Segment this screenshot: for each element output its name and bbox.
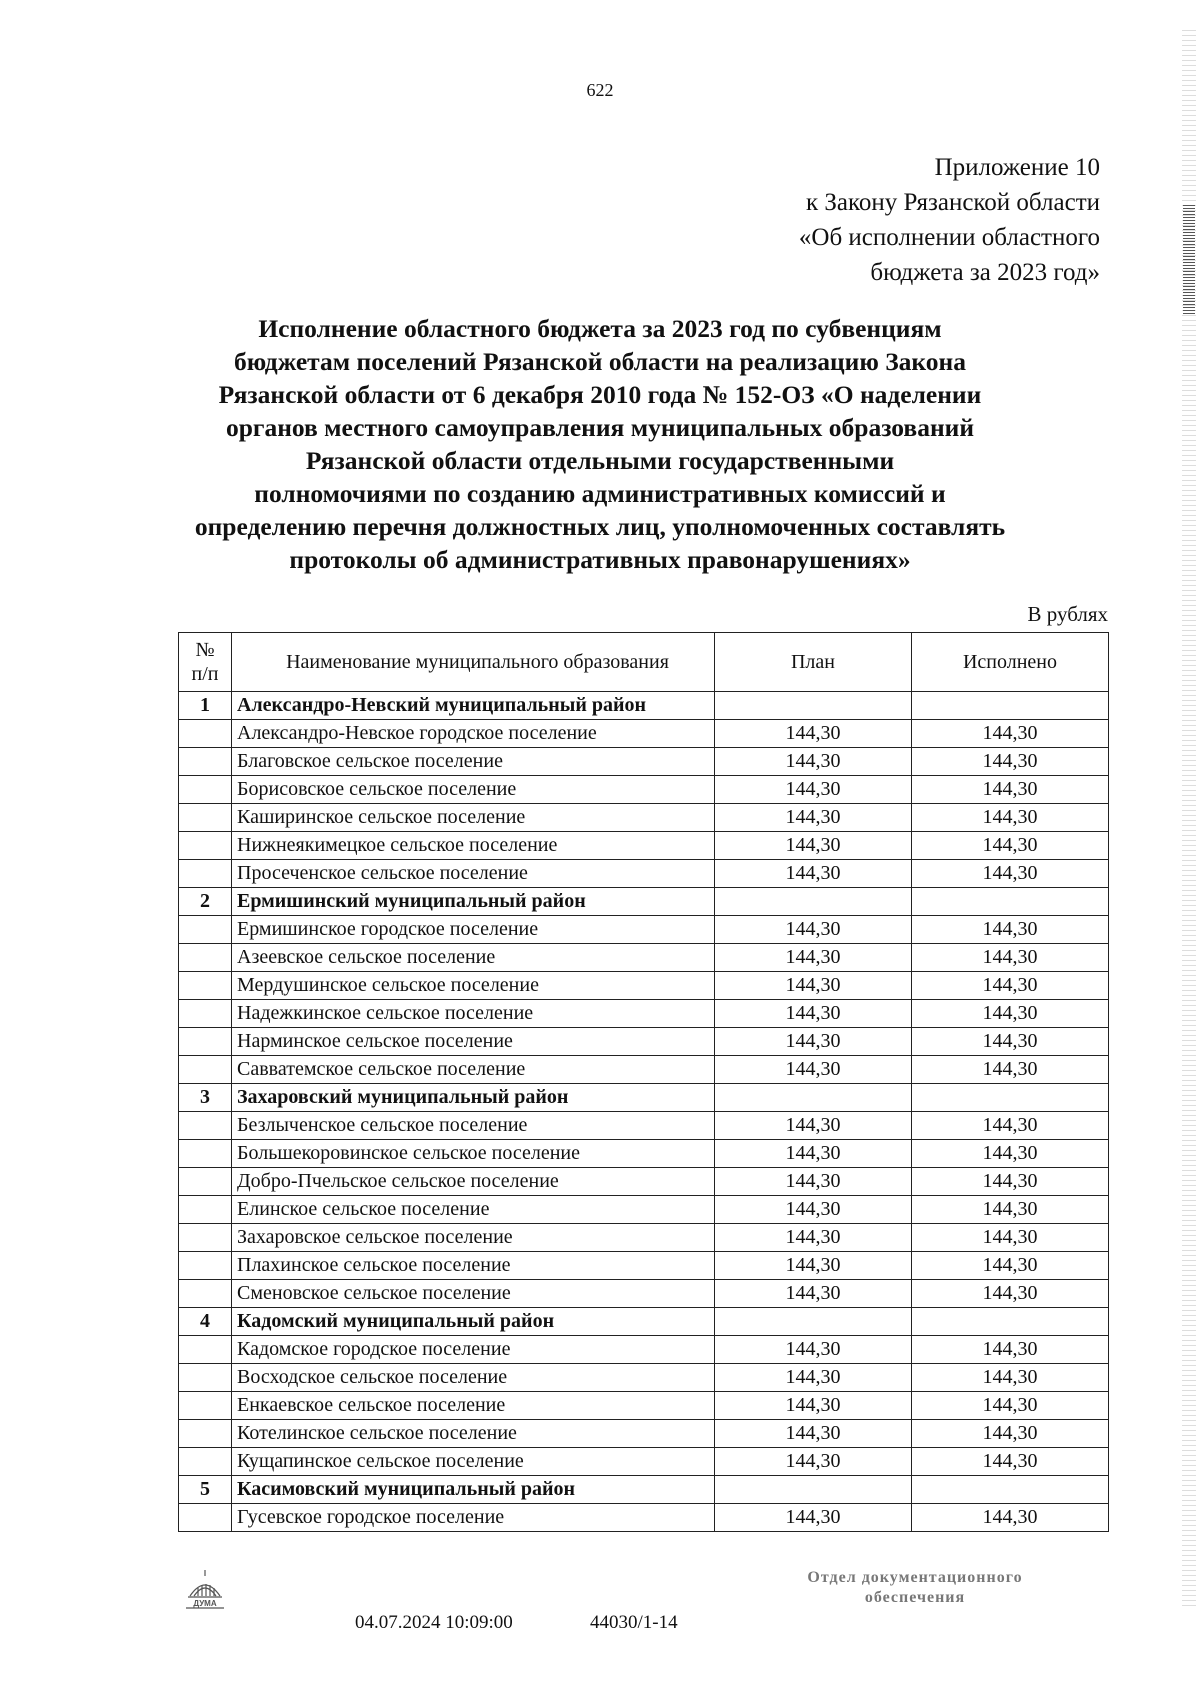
header-number-abbr: п/п bbox=[191, 663, 219, 685]
plan-value-cell: 144,30 bbox=[715, 1280, 912, 1308]
executed-value-cell: 144,30 bbox=[912, 972, 1109, 1000]
row-number-cell bbox=[179, 832, 232, 860]
title-line: бюджетам поселений Рязанской области на реализацию Закона bbox=[234, 347, 966, 376]
plan-value-cell bbox=[715, 1084, 912, 1112]
scan-edge-barcode bbox=[1183, 205, 1195, 315]
executed-value-cell: 144,30 bbox=[912, 1448, 1109, 1476]
table-row bbox=[179, 1196, 1109, 1224]
executed-value-cell: 144,30 bbox=[912, 916, 1109, 944]
municipality-name-cell: Савватемское сельское поселение bbox=[232, 1056, 715, 1084]
table-row bbox=[179, 1280, 1109, 1308]
executed-value-cell: 144,30 bbox=[912, 1140, 1109, 1168]
plan-value-cell: 144,30 bbox=[715, 1364, 912, 1392]
plan-value-cell: 144,30 bbox=[715, 776, 912, 804]
row-number-cell bbox=[179, 1364, 232, 1392]
row-number-cell bbox=[179, 804, 232, 832]
plan-value-cell: 144,30 bbox=[715, 1420, 912, 1448]
executed-value-cell: 144,30 bbox=[912, 1280, 1109, 1308]
plan-value-cell: 144,30 bbox=[715, 1448, 912, 1476]
municipality-name-cell: Ермишинский муниципальный район bbox=[232, 888, 715, 916]
plan-value-cell: 144,30 bbox=[715, 1140, 912, 1168]
plan-value-cell: 144,30 bbox=[715, 748, 912, 776]
plan-value-cell: 144,30 bbox=[715, 832, 912, 860]
row-number-cell bbox=[179, 1112, 232, 1140]
municipality-name-cell: Захаровский муниципальный район bbox=[232, 1084, 715, 1112]
district-row bbox=[179, 1476, 1109, 1504]
table-row bbox=[179, 1252, 1109, 1280]
executed-value-cell: 144,30 bbox=[912, 1224, 1109, 1252]
plan-value-cell bbox=[715, 1476, 912, 1504]
row-number-cell: 3 bbox=[179, 1084, 232, 1112]
budget-table bbox=[178, 632, 1109, 1532]
footer-document-code: 44030/1-14 bbox=[590, 1612, 678, 1633]
plan-value-cell: 144,30 bbox=[715, 1252, 912, 1280]
row-number-cell bbox=[179, 1504, 232, 1532]
table-row bbox=[179, 916, 1109, 944]
table-row bbox=[179, 776, 1109, 804]
municipality-name-cell: Каширинское сельское поселение bbox=[232, 804, 715, 832]
table-row bbox=[179, 860, 1109, 888]
executed-value-cell: 144,30 bbox=[912, 1028, 1109, 1056]
header-number bbox=[179, 633, 232, 692]
table-row bbox=[179, 1000, 1109, 1028]
row-number-cell bbox=[179, 1056, 232, 1084]
table-row bbox=[179, 1448, 1109, 1476]
row-number-cell bbox=[179, 1224, 232, 1252]
district-row bbox=[179, 1084, 1109, 1112]
table-row bbox=[179, 1392, 1109, 1420]
municipality-name-cell: Борисовское сельское поселение bbox=[232, 776, 715, 804]
row-number-cell: 1 bbox=[179, 692, 232, 720]
appendix-line: «Об исполнении областного bbox=[798, 224, 1100, 251]
municipality-name-cell: Александро-Невское городское поселение bbox=[232, 720, 715, 748]
municipality-name-cell: Благовское сельское поселение bbox=[232, 748, 715, 776]
row-number-cell bbox=[179, 1140, 232, 1168]
municipality-name-cell: Кущапинское сельское поселение bbox=[232, 1448, 715, 1476]
page-number: 622 bbox=[586, 80, 614, 100]
executed-value-cell: 144,30 bbox=[912, 1056, 1109, 1084]
footer-datetime: 04.07.2024 10:09:00 bbox=[355, 1612, 513, 1633]
table-row bbox=[179, 1028, 1109, 1056]
executed-value-cell: 144,30 bbox=[912, 1392, 1109, 1420]
table-row bbox=[179, 1364, 1109, 1392]
row-number-cell bbox=[179, 860, 232, 888]
appendix-line: бюджета за 2023 год» bbox=[870, 259, 1100, 286]
department-stamp bbox=[750, 1568, 1080, 1608]
appendix-line: Приложение 10 bbox=[934, 154, 1100, 181]
units-label: В рублях bbox=[1027, 602, 1108, 626]
table-row bbox=[179, 1420, 1109, 1448]
municipality-name-cell: Надежкинское сельское поселение bbox=[232, 1000, 715, 1028]
table-row bbox=[179, 1504, 1109, 1532]
plan-value-cell: 144,30 bbox=[715, 804, 912, 832]
municipality-name-cell: Мердушинское сельское поселение bbox=[232, 972, 715, 1000]
table-row bbox=[179, 832, 1109, 860]
executed-value-cell: 144,30 bbox=[912, 748, 1109, 776]
executed-value-cell: 144,30 bbox=[912, 944, 1109, 972]
municipality-name-cell: Безлыченское сельское поселение bbox=[232, 1112, 715, 1140]
executed-value-cell: 144,30 bbox=[912, 804, 1109, 832]
plan-value-cell bbox=[715, 692, 912, 720]
row-number-cell bbox=[179, 720, 232, 748]
municipality-name-cell: Добро-Пчельское сельское поселение bbox=[232, 1168, 715, 1196]
title-line: полномочиями по созданию административных комиссий и bbox=[254, 479, 946, 508]
executed-value-cell: 144,30 bbox=[912, 1168, 1109, 1196]
table-row bbox=[179, 1168, 1109, 1196]
row-number-cell bbox=[179, 1280, 232, 1308]
row-number-cell bbox=[179, 916, 232, 944]
municipality-name-cell: Ермишинское городское поселение bbox=[232, 916, 715, 944]
plan-value-cell: 144,30 bbox=[715, 1392, 912, 1420]
table-row bbox=[179, 720, 1109, 748]
plan-value-cell: 144,30 bbox=[715, 1336, 912, 1364]
plan-value-cell: 144,30 bbox=[715, 1056, 912, 1084]
seal-text: ДУМА bbox=[193, 1599, 217, 1608]
executed-value-cell: 144,30 bbox=[912, 832, 1109, 860]
table-row bbox=[179, 1056, 1109, 1084]
district-row bbox=[179, 692, 1109, 720]
row-number-cell bbox=[179, 1392, 232, 1420]
table-row bbox=[179, 1112, 1109, 1140]
plan-value-cell bbox=[715, 1308, 912, 1336]
title-line: определению перечня должностных лиц, уполномоченных составлять bbox=[194, 512, 1006, 541]
appendix-reference bbox=[799, 150, 1100, 290]
executed-value-cell bbox=[912, 888, 1109, 916]
table-row bbox=[179, 972, 1109, 1000]
executed-value-cell: 144,30 bbox=[912, 776, 1109, 804]
row-number-cell: 5 bbox=[179, 1476, 232, 1504]
header-done: Исполнено bbox=[912, 633, 1109, 692]
executed-value-cell: 144,30 bbox=[912, 720, 1109, 748]
municipality-name-cell: Плахинское сельское поселение bbox=[232, 1252, 715, 1280]
row-number-cell bbox=[179, 1448, 232, 1476]
district-row bbox=[179, 1308, 1109, 1336]
executed-value-cell bbox=[912, 692, 1109, 720]
plan-value-cell bbox=[715, 888, 912, 916]
executed-value-cell: 144,30 bbox=[912, 1196, 1109, 1224]
plan-value-cell: 144,30 bbox=[715, 916, 912, 944]
district-row bbox=[179, 888, 1109, 916]
municipality-name-cell: Нарминское сельское поселение bbox=[232, 1028, 715, 1056]
executed-value-cell: 144,30 bbox=[912, 1112, 1109, 1140]
table-row bbox=[179, 748, 1109, 776]
title-line: органов местного самоуправления муниципальных образований bbox=[225, 413, 975, 442]
title-line: протоколы об административных правонарушениях» bbox=[289, 545, 911, 574]
row-number-cell bbox=[179, 972, 232, 1000]
municipality-name-cell: Кадомское городское поселение bbox=[232, 1336, 715, 1364]
header-plan: План bbox=[715, 633, 912, 692]
table-row bbox=[179, 1224, 1109, 1252]
row-number-cell bbox=[179, 944, 232, 972]
municipality-name-cell: Захаровское сельское поселение bbox=[232, 1224, 715, 1252]
municipality-name-cell: Азеевское сельское поселение bbox=[232, 944, 715, 972]
row-number-cell bbox=[179, 1028, 232, 1056]
table-body bbox=[179, 692, 1109, 1532]
stamp-line: обеспечения bbox=[864, 1589, 966, 1606]
table-header-row bbox=[179, 633, 1109, 692]
municipality-name-cell: Котелинское сельское поселение bbox=[232, 1420, 715, 1448]
row-number-cell bbox=[179, 748, 232, 776]
row-number-cell bbox=[179, 1420, 232, 1448]
row-number-cell bbox=[179, 1000, 232, 1028]
municipality-name-cell: Александро-Невский муниципальный район bbox=[232, 692, 715, 720]
plan-value-cell: 144,30 bbox=[715, 1168, 912, 1196]
municipality-name-cell: Восходское сельское поселение bbox=[232, 1364, 715, 1392]
table-row bbox=[179, 944, 1109, 972]
row-number-cell: 2 bbox=[179, 888, 232, 916]
municipality-name-cell: Енкаевское сельское поселение bbox=[232, 1392, 715, 1420]
executed-value-cell: 144,30 bbox=[912, 1000, 1109, 1028]
plan-value-cell: 144,30 bbox=[715, 944, 912, 972]
executed-value-cell: 144,30 bbox=[912, 1420, 1109, 1448]
plan-value-cell: 144,30 bbox=[715, 972, 912, 1000]
plan-value-cell: 144,30 bbox=[715, 1504, 912, 1532]
plan-value-cell: 144,30 bbox=[715, 1112, 912, 1140]
plan-value-cell: 144,30 bbox=[715, 1224, 912, 1252]
plan-value-cell: 144,30 bbox=[715, 1000, 912, 1028]
plan-value-cell: 144,30 bbox=[715, 720, 912, 748]
appendix-line: к Закону Рязанской области bbox=[806, 189, 1100, 216]
row-number-cell bbox=[179, 1252, 232, 1280]
duma-seal-icon bbox=[180, 1566, 230, 1616]
row-number-cell bbox=[179, 1336, 232, 1364]
municipality-name-cell: Большекоровинское сельское поселение bbox=[232, 1140, 715, 1168]
row-number-cell bbox=[179, 1168, 232, 1196]
header-number-symbol: № bbox=[195, 639, 215, 661]
plan-value-cell: 144,30 bbox=[715, 1196, 912, 1224]
row-number-cell: 4 bbox=[179, 1308, 232, 1336]
executed-value-cell: 144,30 bbox=[912, 1336, 1109, 1364]
plan-value-cell: 144,30 bbox=[715, 860, 912, 888]
executed-value-cell: 144,30 bbox=[912, 1504, 1109, 1532]
municipality-name-cell: Касимовский муниципальный район bbox=[232, 1476, 715, 1504]
row-number-cell bbox=[179, 776, 232, 804]
header-name: Наименование муниципального образования bbox=[232, 633, 715, 692]
title-line: Рязанской области отдельными государственными bbox=[305, 446, 895, 475]
municipality-name-cell: Сменовское сельское поселение bbox=[232, 1280, 715, 1308]
executed-value-cell bbox=[912, 1308, 1109, 1336]
plan-value-cell: 144,30 bbox=[715, 1028, 912, 1056]
table-row bbox=[179, 1336, 1109, 1364]
municipality-name-cell: Кадомский муниципальный район bbox=[232, 1308, 715, 1336]
municipality-name-cell: Нижнеякимецкое сельское поселение bbox=[232, 832, 715, 860]
executed-value-cell: 144,30 bbox=[912, 1364, 1109, 1392]
executed-value-cell bbox=[912, 1476, 1109, 1504]
executed-value-cell bbox=[912, 1084, 1109, 1112]
executed-value-cell: 144,30 bbox=[912, 860, 1109, 888]
table-row bbox=[179, 804, 1109, 832]
municipality-name-cell: Елинское сельское поселение bbox=[232, 1196, 715, 1224]
municipality-name-cell: Просеченское сельское поселение bbox=[232, 860, 715, 888]
document-title bbox=[150, 312, 1050, 576]
table-row bbox=[179, 1140, 1109, 1168]
stamp-line: Отдел документационного bbox=[807, 1569, 1023, 1586]
executed-value-cell: 144,30 bbox=[912, 1252, 1109, 1280]
row-number-cell bbox=[179, 1196, 232, 1224]
municipality-name-cell: Гусевское городское поселение bbox=[232, 1504, 715, 1532]
title-line: Исполнение областного бюджета за 2023 год по субвенциям bbox=[258, 314, 942, 343]
title-line: Рязанской области от 6 декабря 2010 года № 152-ОЗ «О наделении bbox=[218, 380, 982, 409]
